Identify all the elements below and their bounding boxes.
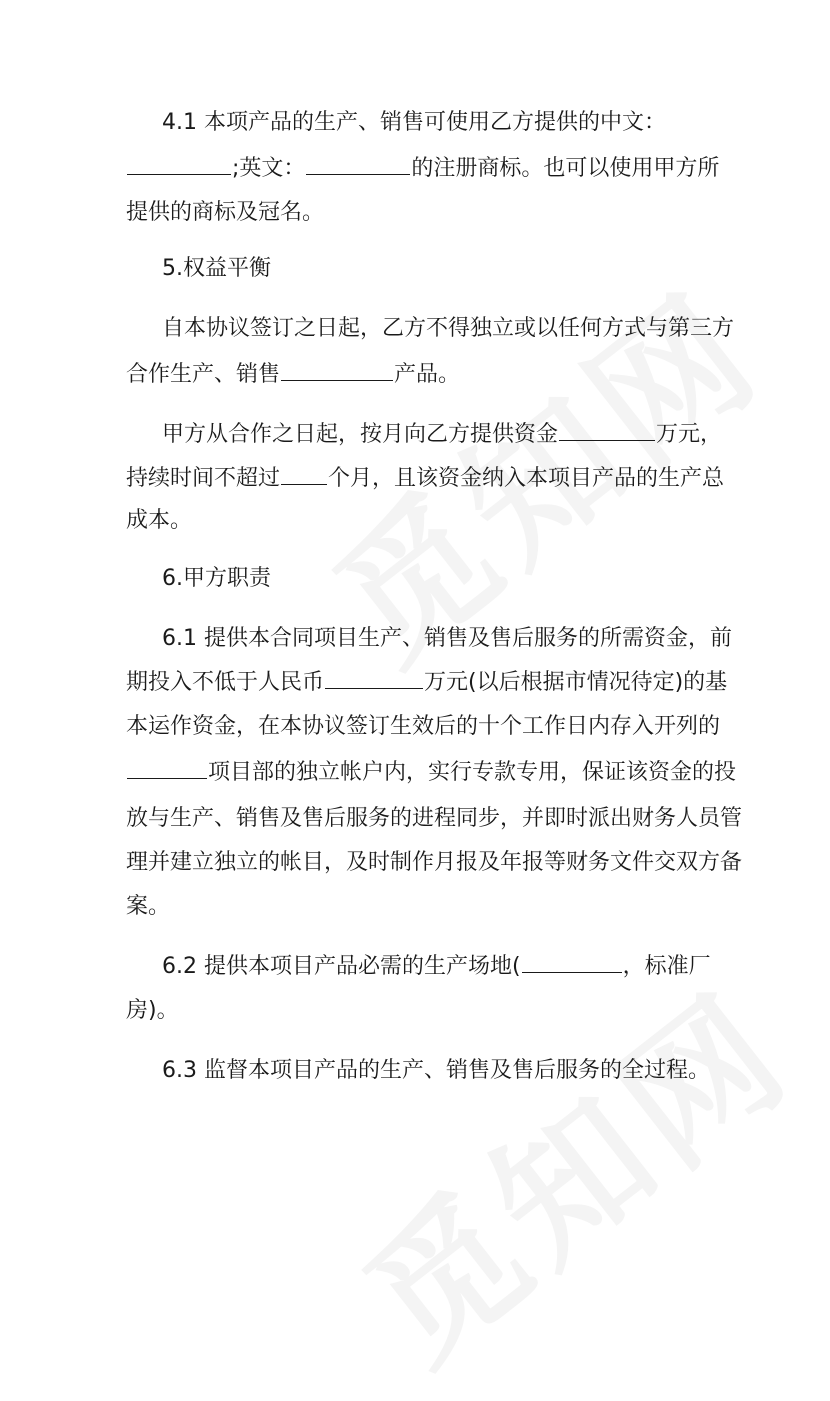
clause-4-1-line-3: 提供的商标及冠名。 <box>126 200 325 225</box>
clause-6-1-line-1: 6.1 提供本合同项目生产、销售及售后服务的所需资金，前 <box>162 626 732 651</box>
clause-4-1-line-2: ;英文： 的注册商标。也可以使用甲方所 <box>126 146 726 192</box>
blank-field-rmb-amount[interactable] <box>325 664 423 689</box>
blank-field-monthly-funds[interactable] <box>559 416 655 441</box>
section-5-para-1-line-1: 自本协议签订之日起，乙方不得独立或以任何方式与第三方 <box>162 316 735 341</box>
clause-6-1-line-5: 放与生产、销售及售后服务的进程同步，并即时派出财务人员管 <box>126 806 743 831</box>
clause-6-1-line-7: 案。 <box>126 894 171 919</box>
section-5-para-1-line-2: 合作生产、销售 产品。 <box>126 352 726 398</box>
clause-6-3-line-1: 6.3 监督本项目产品的生产、销售及售后服务的全过程。 <box>162 1058 710 1083</box>
blank-field-chinese-trademark[interactable] <box>127 150 231 175</box>
clause-6-1-line-6: 理并建立独立的帐目，及时制作月报及年报等财务文件交双方备 <box>126 850 743 875</box>
section-6-heading: 6.甲方职责 <box>162 566 271 591</box>
blank-field-product[interactable] <box>281 356 393 381</box>
clause-6-2-line-2: 房)。 <box>126 998 179 1023</box>
clause-6-1-line-2: 期投入不低于人民币 万元(以后根据市情况待定)的基 <box>126 660 726 706</box>
section-5-para-2-line-2: 持续时间不超过 个月，且该资金纳入本项目产品的生产总 <box>126 456 726 502</box>
section-5-para-2-line-3: 成本。 <box>126 508 193 533</box>
section-5-para-2-line-1: 甲方从合作之日起，按月向乙方提供资金 万元， <box>162 412 762 458</box>
blank-field-english-trademark[interactable] <box>306 150 410 175</box>
blank-field-production-site[interactable] <box>522 948 622 973</box>
clause-6-1-line-3: 本运作资金，在本协议签订生效后的十个工作日内存入开列的 <box>126 714 721 739</box>
section-5-heading: 5.权益平衡 <box>162 256 271 281</box>
blank-field-months[interactable] <box>281 460 327 485</box>
clause-6-2-line-1: 6.2 提供本项目产品必需的生产场地( ，标准厂 <box>162 944 762 990</box>
blank-field-project-dept[interactable] <box>127 754 207 779</box>
clause-4-1-line-1: 4.1 本项产品的生产、销售可使用乙方提供的中文： <box>162 110 666 135</box>
clause-6-1-line-4: 项目部的独立帐户内，实行专款专用，保证该资金的投 <box>126 750 726 796</box>
